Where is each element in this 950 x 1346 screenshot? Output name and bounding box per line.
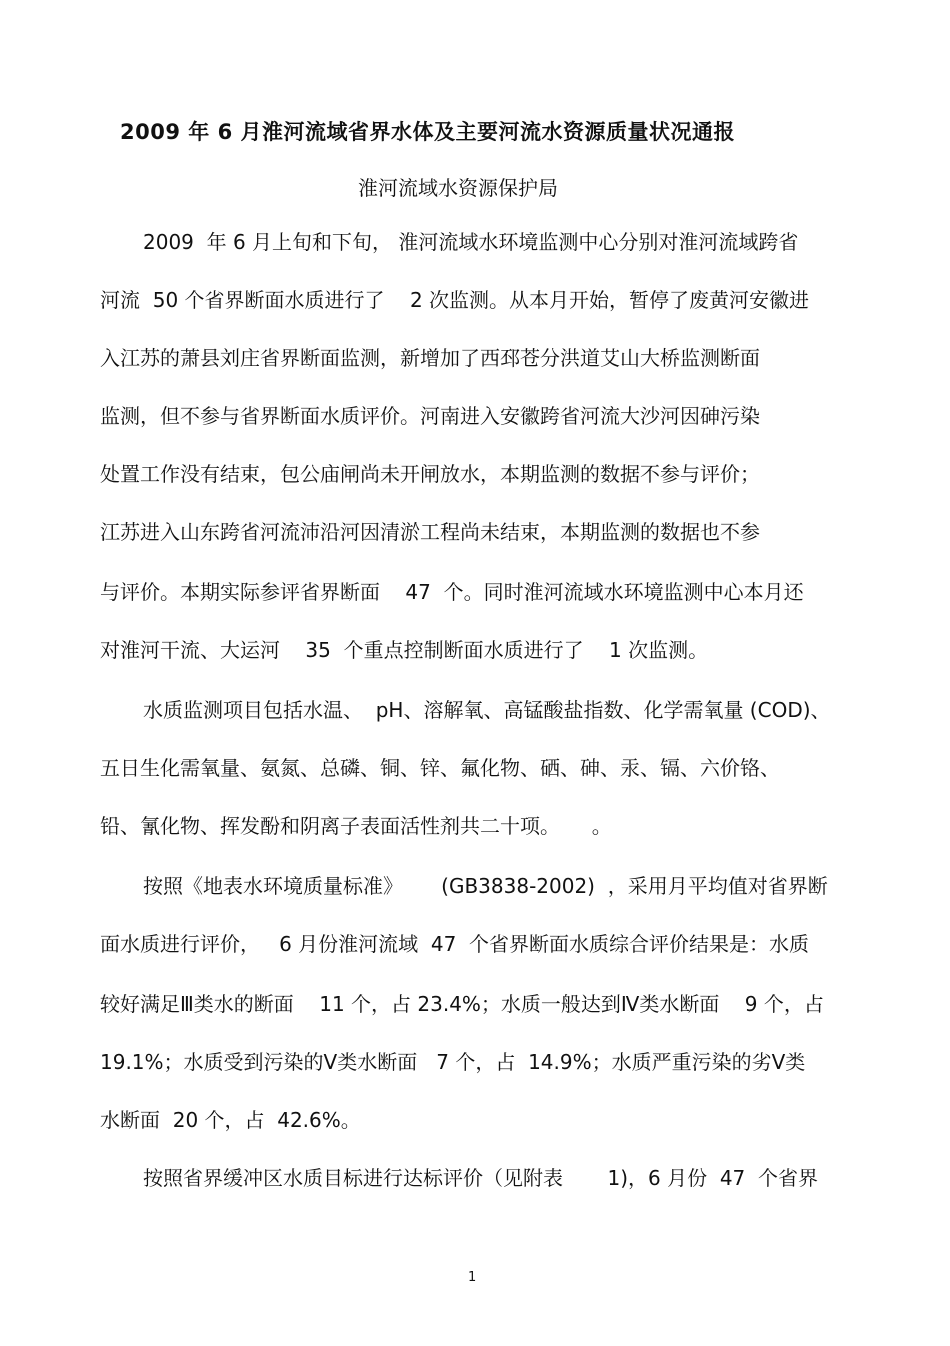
paragraph-line: 对淮河干流、大运河 35 个重点控制断面水质进行了 1 次监测。 <box>100 638 709 662</box>
paragraph-line: 江苏进入山东跨省河流沛沿河因清淤工程尚未结束，本期监测的数据也不参 <box>100 520 760 544</box>
paragraph-line: 2009 年 6 月上旬和下旬， 淮河流域水环境监测中心分别对淮河流域跨省 <box>143 230 799 254</box>
paragraph-line: 铅、氰化物、挥发酚和阴离子表面活性剂共二十项。 。 <box>100 814 612 838</box>
paragraph-line: 水断面 20 个，占 42.6%。 <box>100 1108 361 1132</box>
paragraph-line: 入江苏的萧县刘庄省界断面监测，新增加了西邳苍分洪道艾山大桥监测断面 <box>100 346 760 370</box>
paragraph-line: 按照省界缓冲区水质目标进行达标评价（见附表 1)，6 月份 47 个省界 <box>143 1166 818 1190</box>
paragraph-line: 水质监测项目包括水温、 pH、溶解氧、高锰酸盐指数、化学需氧量 (COD)、 <box>143 698 831 722</box>
paragraph-line: 与评价。本期实际参评省界断面 47 个。同时淮河流域水环境监测中心本月还 <box>100 580 804 604</box>
paragraph-line: 处置工作没有结束，包公庙闸尚未开闸放水，本期监测的数据不参与评价； <box>100 462 760 486</box>
paragraph-line: 较好满足Ⅲ类水的断面 11 个，占 23.4%；水质一般达到Ⅳ类水断面 9 个，占 <box>100 992 824 1016</box>
page-number: 1 <box>468 1270 477 1285</box>
document-subtitle: 淮河流域水资源保护局 <box>358 176 558 200</box>
paragraph-line: 面水质进行评价， 6 月份淮河流域 47 个省界断面水质综合评价结果是：水质 <box>100 932 810 956</box>
paragraph-line: 河流 50 个省界断面水质进行了 2 次监测。从本月开始，暂停了废黄河安徽进 <box>100 288 810 312</box>
paragraph-line: 五日生化需氧量、氨氮、总磷、铜、锌、氟化物、硒、砷、汞、镉、六价铬、 <box>100 756 780 780</box>
document-title: 2009 年 6 月淮河流域省界水体及主要河流水资源质量状况通报 <box>120 120 735 144</box>
paragraph-line: 监测，但不参与省界断面水质评价。河南进入安徽跨省河流大沙河因砷污染 <box>100 404 760 428</box>
paragraph-line: 19.1%；水质受到污染的Ⅴ类水断面 7 个，占 14.9%；水质严重污染的劣Ⅴ类 <box>100 1050 806 1074</box>
paragraph-line: 按照《地表水环境质量标准》 (GB3838-2002) ，采用月平均值对省界断 <box>143 874 828 898</box>
